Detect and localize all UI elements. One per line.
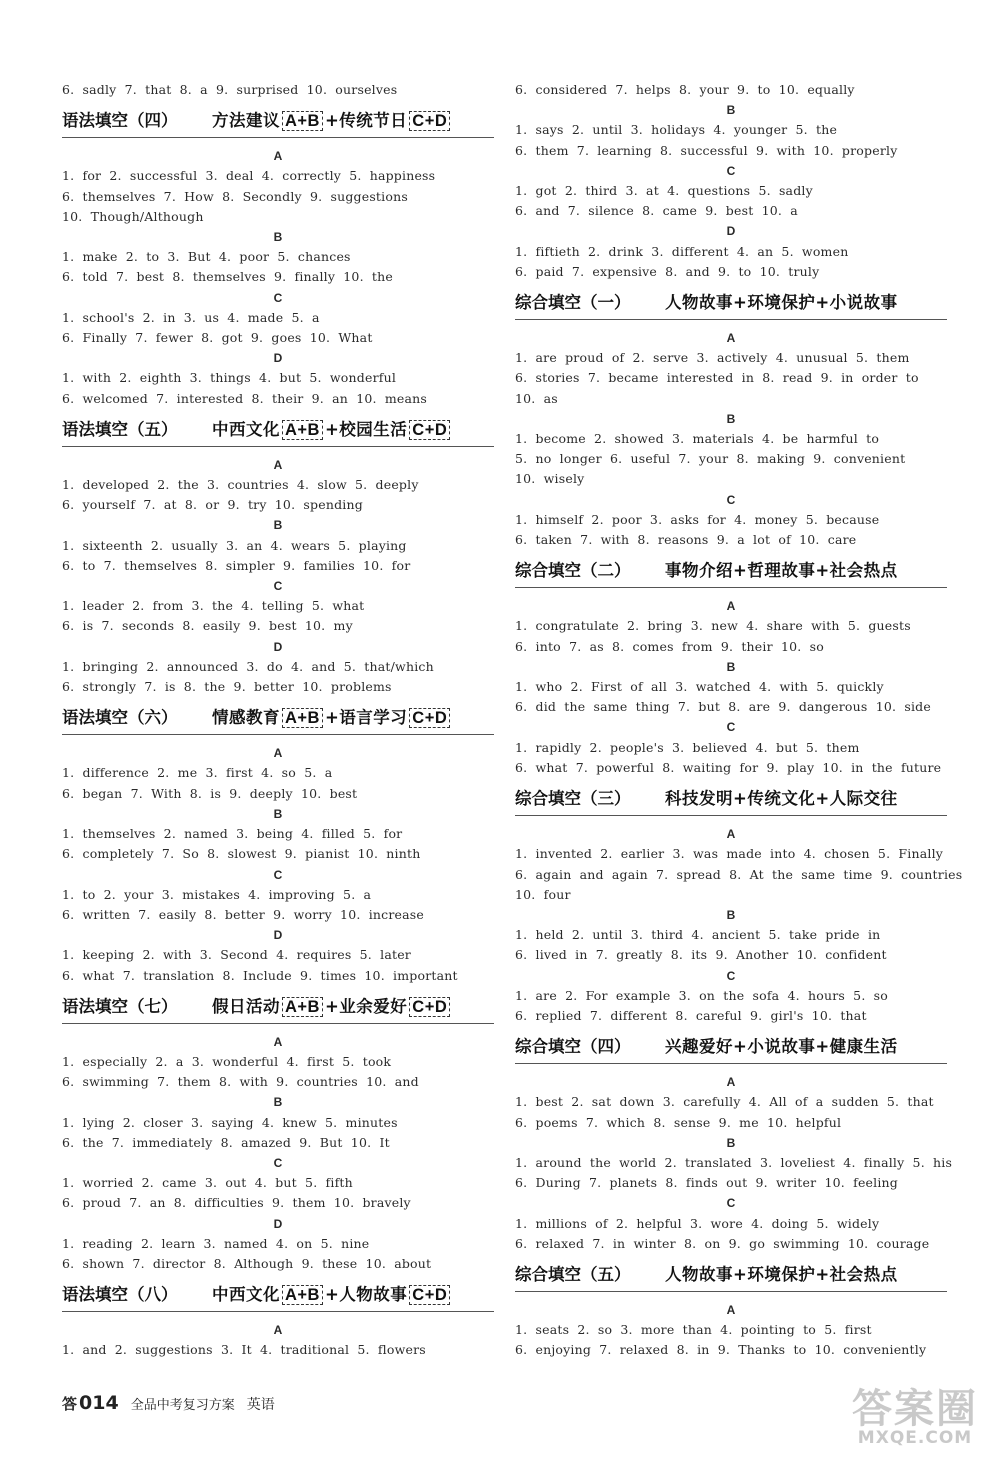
answer-line: 1. got 2. third 3. at 4. questions 5. sadly (515, 183, 813, 199)
answer-line: 1. to 2. your 3. mistakes 4. improving 5. a (62, 886, 372, 902)
answer-line: 6. shown 7. director 8. Although 9. these 10. about (62, 1255, 432, 1271)
part-letter: C (273, 579, 283, 594)
section-topic (212, 993, 494, 1017)
answer-line: 6. what 7. translation 8. Include 9. times 10. important (62, 967, 458, 983)
topic-tag: A+B (282, 1285, 323, 1305)
section-topic: 人物故事+环境保护+社会热点 (665, 1264, 898, 1284)
answer-line: 1. lying 2. closer 3. saying 4. knew 5. minutes (62, 1114, 398, 1130)
answer-line: 6. told 7. best 8. themselves 9. finally 10. the (62, 269, 393, 285)
section-title: 综合填空（一） (515, 293, 631, 313)
part-letter: D (273, 1216, 283, 1231)
section-header (62, 101, 494, 138)
answer-line: 1. become 2. showed 3. materials 4. be harmful to (515, 431, 880, 447)
answer-line: 6. into 7. as 8. comes from 9. their 10. so (515, 638, 824, 654)
part-letter: D (273, 351, 283, 366)
topic-tag: C+D (409, 111, 450, 131)
answer-line: 1. for 2. successful 3. deal 4. correctly 5. happiness (62, 168, 436, 184)
answer-line: 6. and 7. silence 8. came 9. best 10. a (515, 203, 798, 219)
answer-line: 10. Though/Although (62, 208, 204, 224)
answer-line: 6. them 7. learning 8. successful 9. with 10. properly (515, 142, 898, 158)
answer-line: 6. stories 7. became interested in 8. read 9. in order to (515, 370, 919, 386)
answer-line: 1. developed 2. the 3. countries 4. slow 5. deeply (62, 477, 419, 493)
answer-line: 1. make 2. to 3. But 4. poor 5. chances (62, 249, 351, 265)
part-letter: A (273, 149, 283, 164)
topic-text: +人物故事 (324, 1285, 408, 1305)
answer-line: 1. rapidly 2. people's 3. believed 4. but 5. them (515, 739, 860, 755)
topic-tag: C+D (409, 420, 450, 440)
answer-line: 1. keeping 2. with 3. Second 4. requires 5. later (62, 947, 411, 963)
topic-tag: A+B (282, 997, 323, 1017)
part-letter: B (726, 411, 736, 426)
answer-line: 6. written 7. easily 8. better 9. worry 10. increase (62, 906, 424, 922)
section-title: 综合填空（四） (515, 1037, 631, 1057)
part-letter: D (273, 639, 283, 654)
answer-line: 1. reading 2. learn 3. named 4. on 5. nine (62, 1235, 370, 1251)
answer-line: 1. sixteenth 2. usually 3. an 4. wears 5. playing (62, 537, 407, 553)
right-column (515, 80, 963, 1361)
section-topic (212, 1281, 494, 1305)
answer-line: 6. yourself 7. at 8. or 9. try 10. spending (62, 497, 363, 513)
answer-line: 6. again and again 7. spread 8. At the same time 9. countries (515, 866, 963, 882)
part-letter: C (726, 720, 736, 735)
part-letter: A (726, 331, 736, 346)
part-letter: B (726, 659, 736, 674)
answer-line: 1. around the world 2. translated 3. loveliest 4. finally 5. his (515, 1154, 953, 1170)
answer-line: 1. are proud of 2. serve 3. actively 4. unusual 5. them (515, 350, 910, 366)
answer-line: 1. and 2. suggestions 3. It 4. traditional 5. flowers (62, 1342, 426, 1358)
answer-line: 10. as (515, 390, 558, 406)
section-topic (212, 416, 494, 440)
watermark-logo (852, 1388, 978, 1448)
section-header (515, 1027, 947, 1064)
topic-tag: A+B (282, 708, 323, 728)
topic-text: +业余爱好 (324, 996, 408, 1016)
answer-line: 1. leader 2. from 3. the 4. telling 5. what (62, 598, 365, 614)
part-letter: B (726, 1135, 736, 1150)
answer-line: 6. enjoying 7. relaxed 8. in 9. Thanks to 10. conveniently (515, 1342, 927, 1358)
topic-text: 假日活动 (212, 996, 280, 1016)
answer-line: 6. the 7. immediately 8. amazed 9. But 10. It (62, 1134, 390, 1150)
watermark-text: 答案圈 (852, 1386, 978, 1432)
answer-line: 1. best 2. sat down 3. carefully 4. All of a sudden 5. that (515, 1094, 934, 1110)
answer-line: 6. what 7. powerful 8. waiting for 9. play 10. in the future (515, 759, 942, 775)
answer-line: 1. difference 2. me 3. first 4. so 5. a (62, 765, 333, 781)
footer-label: 答 (62, 1395, 78, 1413)
answer-line: 1. fiftieth 2. drink 3. different 4. an 5. women (515, 243, 849, 259)
part-letter: C (273, 1155, 283, 1170)
part-letter: C (726, 968, 736, 983)
part-letter: B (726, 103, 736, 118)
answer-line: 6. to 7. themselves 8. simpler 9. families 10. for (62, 557, 411, 573)
part-letter: B (726, 907, 736, 922)
section-title: 综合填空（三） (515, 789, 631, 809)
topic-text: 中西文化 (212, 419, 280, 439)
answer-line: 1. invented 2. earlier 3. was made into 4. chosen 5. Finally (515, 846, 944, 862)
answer-line: 6. proud 7. an 8. difficulties 9. them 10. bravely (62, 1195, 411, 1211)
part-letter: A (726, 827, 736, 842)
answer-line: 1. are 2. For example 3. on the sofa 4. hours 5. so (515, 987, 889, 1003)
answer-line: 10. wisely (515, 471, 585, 487)
answer-line: 6. replied 7. different 8. careful 9. girl's 10. that (515, 1007, 867, 1023)
subject-label: 英语 (246, 1397, 275, 1413)
section-topic: 事物介绍+哲理故事+社会热点 (665, 561, 898, 581)
answer-line: 1. themselves 2. named 3. being 4. filled 5. for (62, 826, 403, 842)
section-header (515, 1255, 947, 1292)
answer-line: 1. especially 2. a 3. wonderful 4. first 5. took (62, 1053, 392, 1069)
answer-line: 6. poems 7. which 8. sense 9. me 10. helpful (515, 1114, 842, 1130)
answer-line: 1. who 2. First of all 3. watched 4. with 5. quickly (515, 679, 884, 695)
answer-line: 1. with 2. eighth 3. things 4. but 5. wonderful (62, 370, 397, 386)
section-header (62, 1275, 494, 1312)
topic-tag: C+D (409, 1285, 450, 1305)
section-header (62, 987, 494, 1024)
section-title: 综合填空（二） (515, 561, 631, 581)
topic-tag: C+D (409, 708, 450, 728)
part-letter: B (273, 230, 283, 245)
answer-line: 1. himself 2. poor 3. asks for 4. money 5. because (515, 511, 880, 527)
section-topic (212, 107, 494, 131)
section-header (515, 283, 947, 320)
answer-line: 1. held 2. until 3. third 4. ancient 5. take pride in (515, 927, 881, 943)
part-letter: B (273, 1095, 283, 1110)
section-title: 语法填空（六） (62, 708, 178, 728)
section-topic: 科技发明+传统文化+人际交往 (665, 789, 898, 809)
part-letter: A (273, 457, 283, 472)
section-header (515, 779, 947, 816)
answer-line: 6. relaxed 7. in winter 8. on 9. go swimming 10. courage (515, 1235, 930, 1251)
part-letter: A (273, 1034, 283, 1049)
topic-text: +校园生活 (324, 419, 408, 439)
part-letter: C (273, 867, 283, 882)
answer-line: 1. congratulate 2. bring 3. new 4. share with 5. guests (515, 618, 911, 634)
answer-line: 6. considered 7. helps 8. your 9. to 10. equally (515, 82, 855, 97)
part-letter: C (726, 1196, 736, 1211)
section-title: 语法填空（四） (62, 111, 178, 131)
section-topic: 人物故事+环境保护+小说故事 (665, 293, 898, 313)
topic-text: +语言学习 (324, 708, 408, 728)
answer-line: 6. is 7. seconds 8. easily 9. best 10. my (62, 618, 353, 634)
answer-line: 6. did the same thing 7. but 8. are 9. dangerous 10. side (515, 699, 931, 715)
part-letter: A (726, 1075, 736, 1090)
section-header (62, 410, 494, 447)
answer-line: 1. seats 2. so 3. more than 4. pointing to 5. first (515, 1322, 872, 1338)
answer-line: 6. welcomed 7. interested 8. their 9. an 10. means (62, 390, 428, 406)
section-topic (212, 704, 494, 728)
answer-line: 6. taken 7. with 8. reasons 9. a lot of 10. care (515, 532, 857, 548)
answer-line: 1. bringing 2. announced 3. do 4. and 5. that/which (62, 658, 434, 674)
answer-line: 6. sadly 7. that 8. a 9. surprised 10. ourselves (62, 82, 398, 97)
topic-tag: A+B (282, 420, 323, 440)
topic-text: 情感教育 (212, 708, 280, 728)
book-title: 全品中考复习方案 (130, 1398, 235, 1413)
part-letter: C (726, 163, 736, 178)
page-number: 014 (79, 1392, 119, 1414)
answer-line: 10. four (515, 886, 571, 902)
left-column (62, 80, 494, 1361)
answer-line: 6. completely 7. So 8. slowest 9. pianist 10. ninth (62, 846, 421, 862)
part-letter: A (726, 1302, 736, 1317)
part-letter: C (726, 492, 736, 507)
answer-line: 5. no longer 6. useful 7. your 8. making 9. convenient (515, 451, 906, 467)
topic-tag: C+D (409, 997, 450, 1017)
part-letter: C (273, 290, 283, 305)
watermark-url: MXQE.COM (857, 1428, 973, 1448)
topic-text: 方法建议 (212, 111, 280, 131)
section-topic: 兴趣爱好+小说故事+健康生活 (665, 1037, 898, 1057)
part-letter: B (273, 518, 283, 533)
section-header (62, 698, 494, 735)
answer-line: 6. swimming 7. them 8. with 9. countries 10. and (62, 1074, 419, 1090)
part-letter: A (273, 746, 283, 761)
answer-line: 6. themselves 7. How 8. Secondly 9. suggestions (62, 188, 408, 204)
answer-line: 6. During 7. planets 8. finds out 9. writer 10. feeling (515, 1175, 898, 1191)
answer-line: 1. says 2. until 3. holidays 4. younger 5. the (515, 122, 838, 138)
part-letter: A (273, 1323, 283, 1338)
part-letter: B (273, 806, 283, 821)
answer-line: 1. school's 2. in 3. us 4. made 5. a (62, 309, 320, 325)
topic-tag: A+B (282, 111, 323, 131)
section-title: 语法填空（七） (62, 996, 178, 1016)
part-letter: D (273, 928, 283, 943)
answer-line: 6. strongly 7. is 8. the 9. better 10. problems (62, 679, 392, 695)
answer-line: 6. began 7. With 8. is 9. deeply 10. best (62, 785, 358, 801)
answer-line: 6. lived in 7. greatly 8. its 9. Another 10. confident (515, 947, 887, 963)
topic-text: 中西文化 (212, 1285, 280, 1305)
answer-line: 1. worried 2. came 3. out 4. but 5. fifth (62, 1175, 353, 1191)
answer-line: 1. millions of 2. helpful 3. wore 4. doing 5. widely (515, 1215, 880, 1231)
topic-text: +传统节日 (324, 111, 408, 131)
answer-line: 6. Finally 7. fewer 8. got 9. goes 10. What (62, 330, 373, 346)
answer-line: 6. paid 7. expensive 8. and 9. to 10. truly (515, 263, 820, 279)
section-title: 综合填空（五） (515, 1264, 631, 1284)
section-title: 语法填空（八） (62, 1285, 178, 1305)
part-letter: A (726, 599, 736, 614)
section-header (515, 551, 947, 588)
section-title: 语法填空（五） (62, 419, 178, 439)
page-footer (62, 1392, 275, 1414)
part-letter: D (726, 224, 736, 239)
